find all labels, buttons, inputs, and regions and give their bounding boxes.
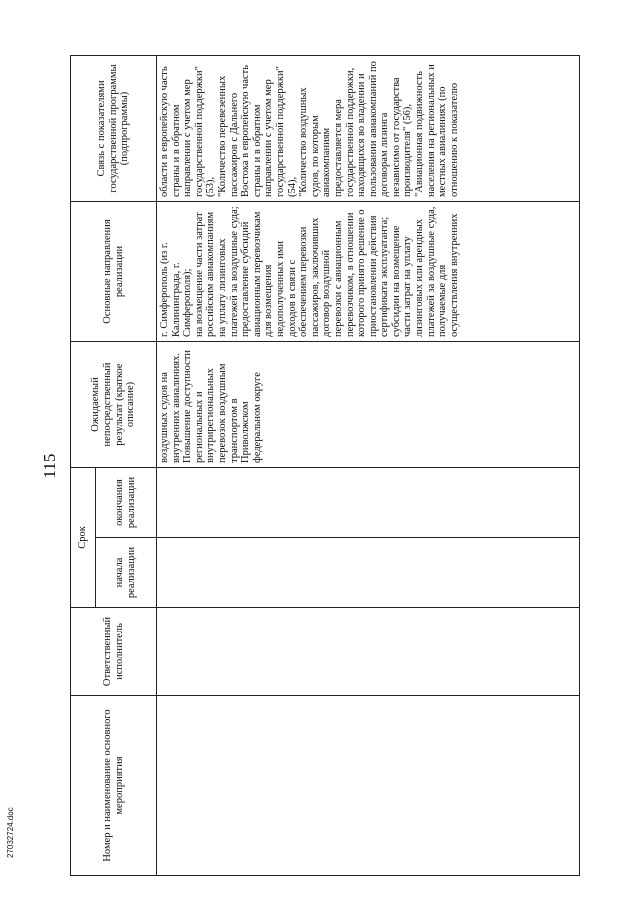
page-number: 115 (40, 453, 59, 479)
header-start: начала реализации (96, 538, 157, 608)
table-row (157, 55, 580, 875)
cell-directions: г. Симферополь (из г. Калининграда, г. Симферополя); на возмещение части затрат российским авиакомпаниям на уплату лизинговых платежей за воздушные суда; предоставление субсидий авиационным перевозчикам для возмещения недополученных ими доходов в связи с обеспечением перевозки пассажиров, заключивших договор воздушной перевозки с авиационным перевозчиком, в отношении которого принято решение о приостановлении действия сертификата эксплуатанта; субсидии на возмещение части затрат на уплату лизинговых или арендных платежей за воздушные суда, получаемые для осуществления внутренних (157, 201, 580, 341)
cell-start (157, 538, 580, 608)
header-term: Срок (71, 467, 96, 607)
cell-measure (157, 696, 580, 876)
cell-expected-result: воздушных судов на внутренних авиалиниях. Повышение доступности региональных и внутрирегиональных перевозок воздушным транспортом в Приволжском федеральном округе (157, 341, 580, 467)
cell-indicators: области в европейскую часть страны и в обратном направлении с учетом мер государственной поддержки" (53), "Количество перевезенных пассажиров с Дальнего Востока в европейскую часть страны и в обратном направлении с учетом мер государственной поддержки" (54), "Количество воздушных судов, по которым авиакомпаниям предоставляется мера государственной поддержки, находящихся во владении и пользовании авиакомпаний по договорам лизинга независимо от государства производителя" (56), "Авиационная подвижность населения на региональных и местных авиалиниях (по отношению к показателю (157, 55, 580, 201)
cell-executor (157, 608, 580, 696)
header-end: окончания реализации (96, 467, 157, 537)
cell-end (157, 467, 580, 537)
rotated-page (40, 56, 600, 876)
header-measure: Номер и наименование основного мероприятия (71, 696, 157, 876)
header-indicators: Связь с показателями государственной программы (подпрограммы) (71, 55, 157, 201)
document-code: 27032724.doc (6, 807, 15, 858)
header-row-1 (71, 55, 96, 875)
header-expected-result: Ожидаемый непосредственный результат (краткое описание) (71, 341, 157, 467)
header-executor: Ответственный исполнитель (71, 608, 157, 696)
program-table (70, 55, 580, 876)
header-directions: Основные направления реализации (71, 201, 157, 341)
